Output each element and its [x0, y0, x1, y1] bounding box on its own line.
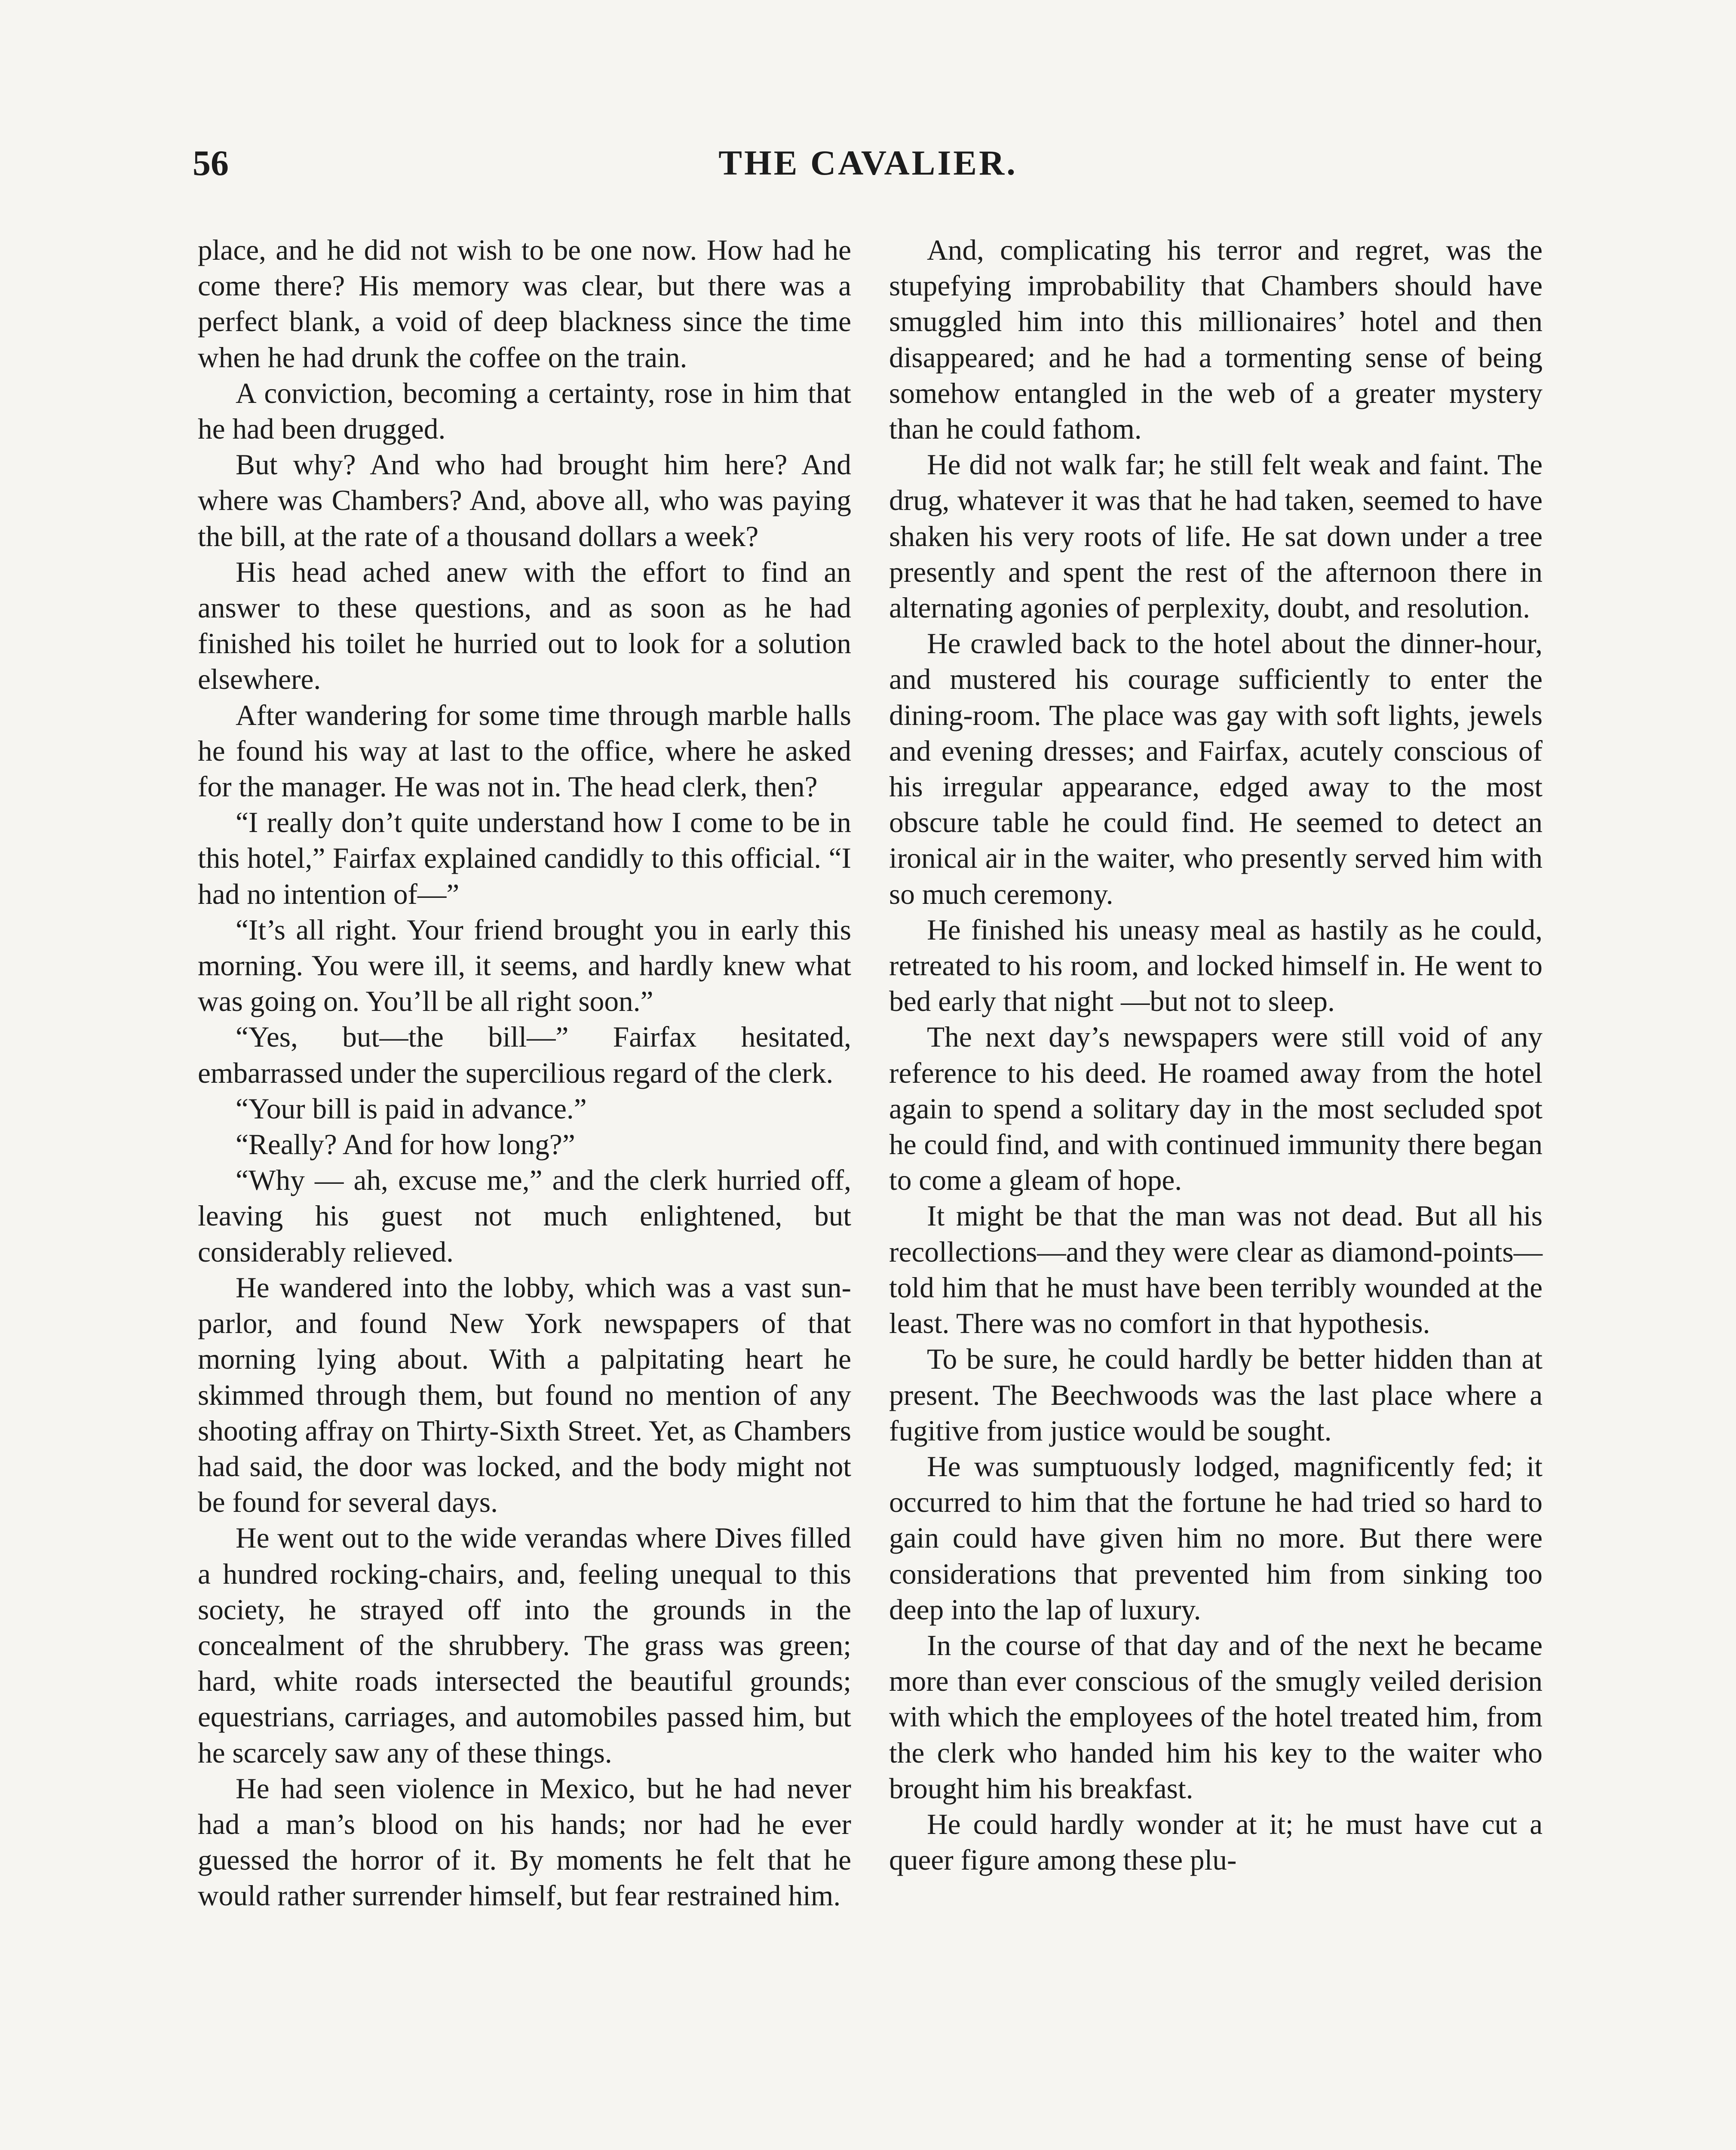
- paragraph: He crawled back to the hotel about the dinner-hour, and mustered his courage sufficiently to enter the dining-room. The place was gay with soft lights, jewels and evening dresses; and Fairfax, acutely conscious of his irregular appearance, edged away to the most obscure table he could find. He seemed to detect an ironical air in the waiter, who presently served him with so much ceremony.: [889, 627, 1543, 910]
- paragraph: A conviction, becoming a certainty, rose in him that he had been drugged.: [198, 377, 851, 445]
- paragraph: He did not walk far; he still felt weak and faint. The drug, whatever it was that he had taken, seemed to have shaken his very roots of life. He sat down under a tree presently and spent the rest of the afternoon there in alternating agonies of perplexity, doubt, and resolution.: [889, 448, 1543, 624]
- paragraph: He went out to the wide verandas where Dives filled a hundred rocking-chairs, and, feeling unequal to this society, he strayed off into the grounds in the concealment of the shrubbery. The grass was green; hard, white roads intersected the beautiful grounds; equestrians, carriages, and automobiles passed him, but he scarcely saw any of these things.: [198, 1522, 851, 1769]
- paragraph: “Yes, but—the bill—” Fairfax hesitated, embarrassed under the supercilious regard of the clerk.: [198, 1021, 851, 1089]
- text-column-left: [198, 232, 851, 1914]
- paragraph: He could hardly wonder at it; he must have cut a queer figure among these plu-: [889, 1808, 1543, 1877]
- paragraph: It might be that the man was not dead. But all his recollections—and they were clear as diamond-points—told him that he must have been terribly wounded at the least. There was no comfort in that hypothesis.: [889, 1200, 1543, 1340]
- paragraph: And, complicating his terror and regret, was the stupefying improbability that Chambers should have smuggled him into this millionaires’ hotel and then disappeared; and he had a tormenting sense of being somehow entangled in the web of a greater mystery than he could fathom.: [889, 234, 1543, 445]
- paragraph: “Really? And for how long?”: [236, 1128, 575, 1161]
- paragraph: He had seen violence in Mexico, but he had never had a man’s blood on his hands; nor had he ever guessed the horror of it. By moments he felt that he would rather surrender himself, but fear restrained him.: [198, 1772, 851, 1912]
- paragraph: He was sumptuously lodged, magnificently fed; it occurred to him that the fortune he had tried so hard to gain could have given him no more. But there were considerations that prevented him from sinking too deep into the lap of luxury.: [889, 1450, 1543, 1626]
- paragraph: He finished his uneasy meal as hastily as he could, retreated to his room, and locked himself in. He went to bed early that night —but not to sleep.: [889, 913, 1543, 1018]
- paragraph: “Why — ah, excuse me,” and the clerk hurried off, leaving his guest not much enlightened, but considerably relieved.: [198, 1164, 851, 1268]
- paragraph: The next day’s newspapers were still void of any reference to his deed. He roamed away from the hotel again to spend a solitary day in the most secluded spot he could find, and with continued immunity there began to come a gleam of hope.: [889, 1021, 1543, 1197]
- paragraph: After wandering for some time through marble halls he found his way at last to the office, where he asked for the manager. He was not in. The head clerk, then?: [198, 699, 851, 803]
- paragraph: place, and he did not wish to be one now. How had he come there? His memory was clear, but there was a perfect blank, a void of deep blackness since the time when he had drunk the coffee on the train.: [198, 234, 851, 374]
- paragraph: He wandered into the lobby, which was a vast sun-parlor, and found New York newspapers of that morning lying about. With a palpitating heart he skimmed through them, but found no mention of any shooting affray on Thirty-Sixth Street. Yet, as Chambers had said, the door was locked, and the body might not be found for several days.: [198, 1271, 851, 1519]
- text-column-right: [889, 232, 1543, 1878]
- paragraph: “It’s all right. Your friend brought you in early this morning. You were ill, it seems, and hardly knew what was going on. You’ll be all right soon.”: [198, 913, 851, 1018]
- paragraph: In the course of that day and of the next he became more than ever conscious of the smugly veiled derision with which the employees of the hotel treated him, from the clerk who handed him his key to the waiter who brought him his breakfast.: [889, 1629, 1543, 1805]
- paragraph: “Your bill is paid in advance.”: [236, 1092, 587, 1125]
- paragraph: His head ached anew with the effort to find an answer to these questions, and as soon as he had finished his toilet he hurried out to look for a solution elsewhere.: [198, 556, 851, 696]
- paragraph: To be sure, he could hardly be better hidden than at present. The Beechwoods was the last place where a fugitive from justice would be sought.: [889, 1343, 1543, 1447]
- running-head-title: THE CAVALIER.: [718, 143, 1018, 182]
- paragraph: But why? And who had brought him here? And where was Chambers? And, above all, who was paying the bill, at the rate of a thousand dollars a week?: [198, 448, 851, 553]
- paragraph: “I really don’t quite understand how I come to be in this hotel,” Fairfax explained candidly to this official. “I had no intention of—”: [198, 806, 851, 910]
- page-number: 56: [193, 143, 229, 183]
